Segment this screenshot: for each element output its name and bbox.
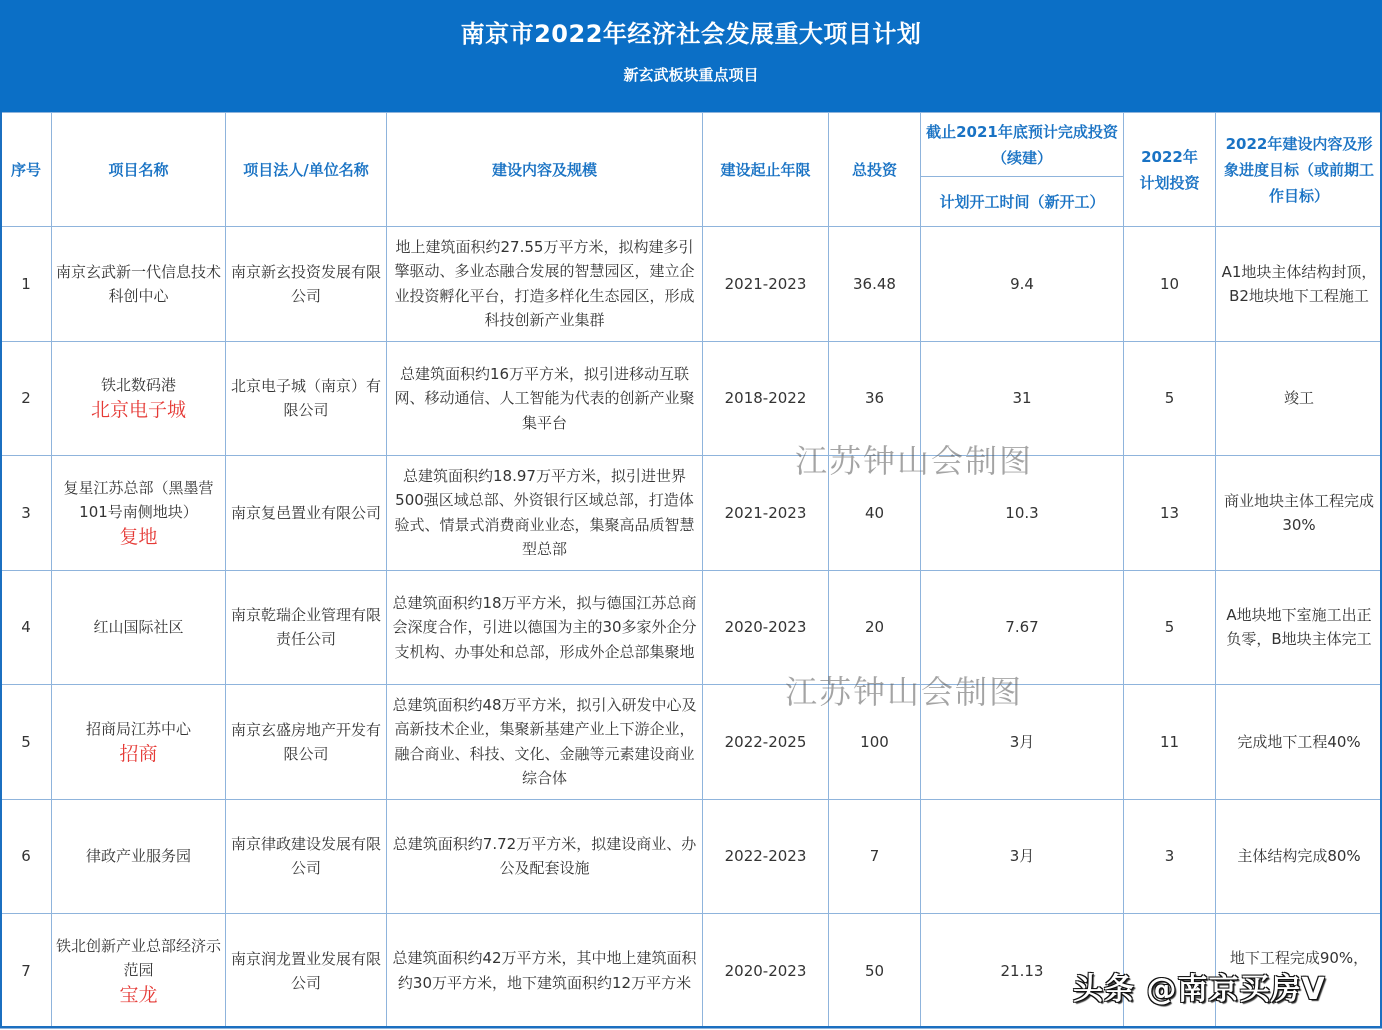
cell-period: 2021-2023 [703,456,829,571]
cell-total-investment: 20 [829,570,921,685]
cell-index: 5 [1,685,52,800]
cell-target-2022: 地下工程完成90%， [1216,914,1382,1029]
cell-index: 1 [1,227,52,342]
project-name-text: 铁北创新产业总部经济示范园 [56,936,222,979]
cell-target-2022: 完成地下工程40% [1216,685,1382,800]
cell-legal-entity: 南京玄盛房地产开发有限公司 [226,685,387,800]
cell-index: 4 [1,570,52,685]
cell-legal-entity: 北京电子城（南京）有限公司 [226,341,387,456]
cell-completed-or-start: 3月 [921,685,1124,800]
cell-content-scale: 总建筑面积约18万平方米，拟与德国江苏总商会深度合作，引进以德国为主的30多家外企分支机构、办事处和总部，形成外企总部集聚地 [387,570,703,685]
cell-content-scale: 总建筑面积约48万平方米，拟引入研发中心及高新技术企业，集聚新基建产业上下游企业，融合商业、科技、文化、金融等元素建设商业综合体 [387,685,703,800]
projects-table [0,112,1382,1029]
cell-completed-or-start: 9.4 [921,227,1124,342]
project-name-text: 律政产业服务园 [85,847,191,866]
project-name-text: 红山国际社区 [93,618,184,637]
cell-plan-2022: 3 [1124,799,1216,914]
cell-content-scale: 总建筑面积约7.72万平方米，拟建设商业、办公及配套设施 [387,799,703,914]
project-name-text: 铁北数码港 [100,376,176,395]
cell-target-2022: A1地块主体结构封顶，B2地块地下工程施工 [1216,227,1382,342]
table-row [1,456,1382,571]
cell-project-name [52,456,226,571]
cell-target-2022: 商业地块主体工程完成30% [1216,456,1382,571]
cell-plan-2022: 5 [1124,570,1216,685]
page-subtitle: 新玄武板块重点项目 [623,66,759,84]
platform-watermark: 头条 @南京买房V [1073,972,1326,1007]
header-period: 建设起止年限 [703,113,829,227]
cell-period: 2018-2022 [703,341,829,456]
cell-plan-2022: 5 [1124,341,1216,456]
cell-period: 2021-2023 [703,227,829,342]
cell-project-name [52,914,226,1029]
title-banner [0,0,1382,112]
cell-total-investment: 100 [829,685,921,800]
cell-index: 2 [1,341,52,456]
cell-total-investment: 36.48 [829,227,921,342]
developer-brand-label: 招商 [119,742,158,765]
cell-index: 7 [1,914,52,1029]
cell-legal-entity: 南京复邑置业有限公司 [226,456,387,571]
cell-index: 6 [1,799,52,914]
maker-watermark: 江苏钟山会制图 [785,673,1024,711]
cell-completed-or-start: 10.3 [921,456,1124,571]
cell-target-2022: A地块地下室施工出正负零，B地块主体完工 [1216,570,1382,685]
cell-target-2022: 竣工 [1216,341,1382,456]
table-header-row [1,113,1382,177]
cell-legal-entity: 南京乾瑞企业管理有限责任公司 [226,570,387,685]
cell-legal-entity: 南京润龙置业发展有限公司 [226,914,387,1029]
developer-brand-label: 北京电子城 [90,399,186,422]
table-row [1,341,1382,456]
header-planned-start: 计划开工时间（新开工） [921,177,1124,227]
cell-period: 2020-2023 [703,914,829,1029]
cell-completed-or-start: 31 [921,341,1124,456]
cell-period: 2022-2023 [703,799,829,914]
page-title: 南京市2022年经济社会发展重大项目计划 [460,20,922,48]
cell-total-investment: 40 [829,456,921,571]
cell-content-scale: 总建筑面积约42万平方米，其中地上建筑面积约30万平方米，地下建筑面积约12万平方米 [387,914,703,1029]
cell-project-name [52,227,226,342]
developer-brand-label: 宝龙 [119,983,158,1006]
developer-brand-label: 复地 [119,525,158,548]
header-index: 序号 [1,113,52,227]
cell-index: 3 [1,456,52,571]
cell-plan-2022: 13 [1124,456,1216,571]
cell-target-2022: 主体结构完成80% [1216,799,1382,914]
cell-legal-entity: 南京新玄投资发展有限公司 [226,227,387,342]
project-name-text: 招商局江苏中心 [85,719,191,738]
header-project-name: 项目名称 [52,113,226,227]
cell-content-scale: 地上建筑面积约27.55万平方米，拟构建多引擎驱动、多业态融合发展的智慧园区，建立企业投资孵化平台，打造多样化生态园区，形成科技创新产业集群 [387,227,703,342]
cell-period: 2020-2023 [703,570,829,685]
header-plan-2022: 2022年计划投资 [1124,113,1216,227]
header-completed-by-2021: 截止2021年底预计完成投资（续建） [921,113,1124,177]
header-target-2022: 2022年建设内容及形象进度目标（或前期工作目标） [1216,113,1382,227]
header-content-scale: 建设内容及规模 [387,113,703,227]
cell-project-name [52,570,226,685]
table-row [1,799,1382,914]
cell-completed-or-start: 3月 [921,799,1124,914]
cell-project-name [52,685,226,800]
cell-total-investment: 50 [829,914,921,1029]
project-name-text: 南京玄武新一代信息技术科创中心 [56,262,222,305]
cell-completed-or-start: 21.13 [921,914,1124,1029]
cell-plan-2022: 11 [1124,685,1216,800]
cell-total-investment: 7 [829,799,921,914]
maker-watermark: 江苏钟山会制图 [795,442,1034,480]
header-legal-entity: 项目法人/单位名称 [226,113,387,227]
cell-project-name [52,799,226,914]
cell-period: 2022-2025 [703,685,829,800]
cell-legal-entity: 南京律政建设发展有限公司 [226,799,387,914]
table-row [1,914,1382,1029]
table-row [1,570,1382,685]
cell-plan-2022: 10 [1124,227,1216,342]
cell-content-scale: 总建筑面积约16万平方米，拟引进移动互联网、移动通信、人工智能为代表的创新产业聚集平台 [387,341,703,456]
header-total-investment: 总投资 [829,113,921,227]
table-row [1,685,1382,800]
project-name-text: 复星江苏总部（黑墨营101号南侧地块） [63,478,214,521]
cell-project-name [52,341,226,456]
cell-total-investment: 36 [829,341,921,456]
table-row [1,227,1382,342]
cell-completed-or-start: 7.67 [921,570,1124,685]
cell-plan-2022 [1124,914,1216,1029]
cell-content-scale: 总建筑面积约18.97万平方米，拟引进世界500强区域总部、外资银行区域总部，打造体验式、情景式消费商业业态，集聚高品质智慧型总部 [387,456,703,571]
